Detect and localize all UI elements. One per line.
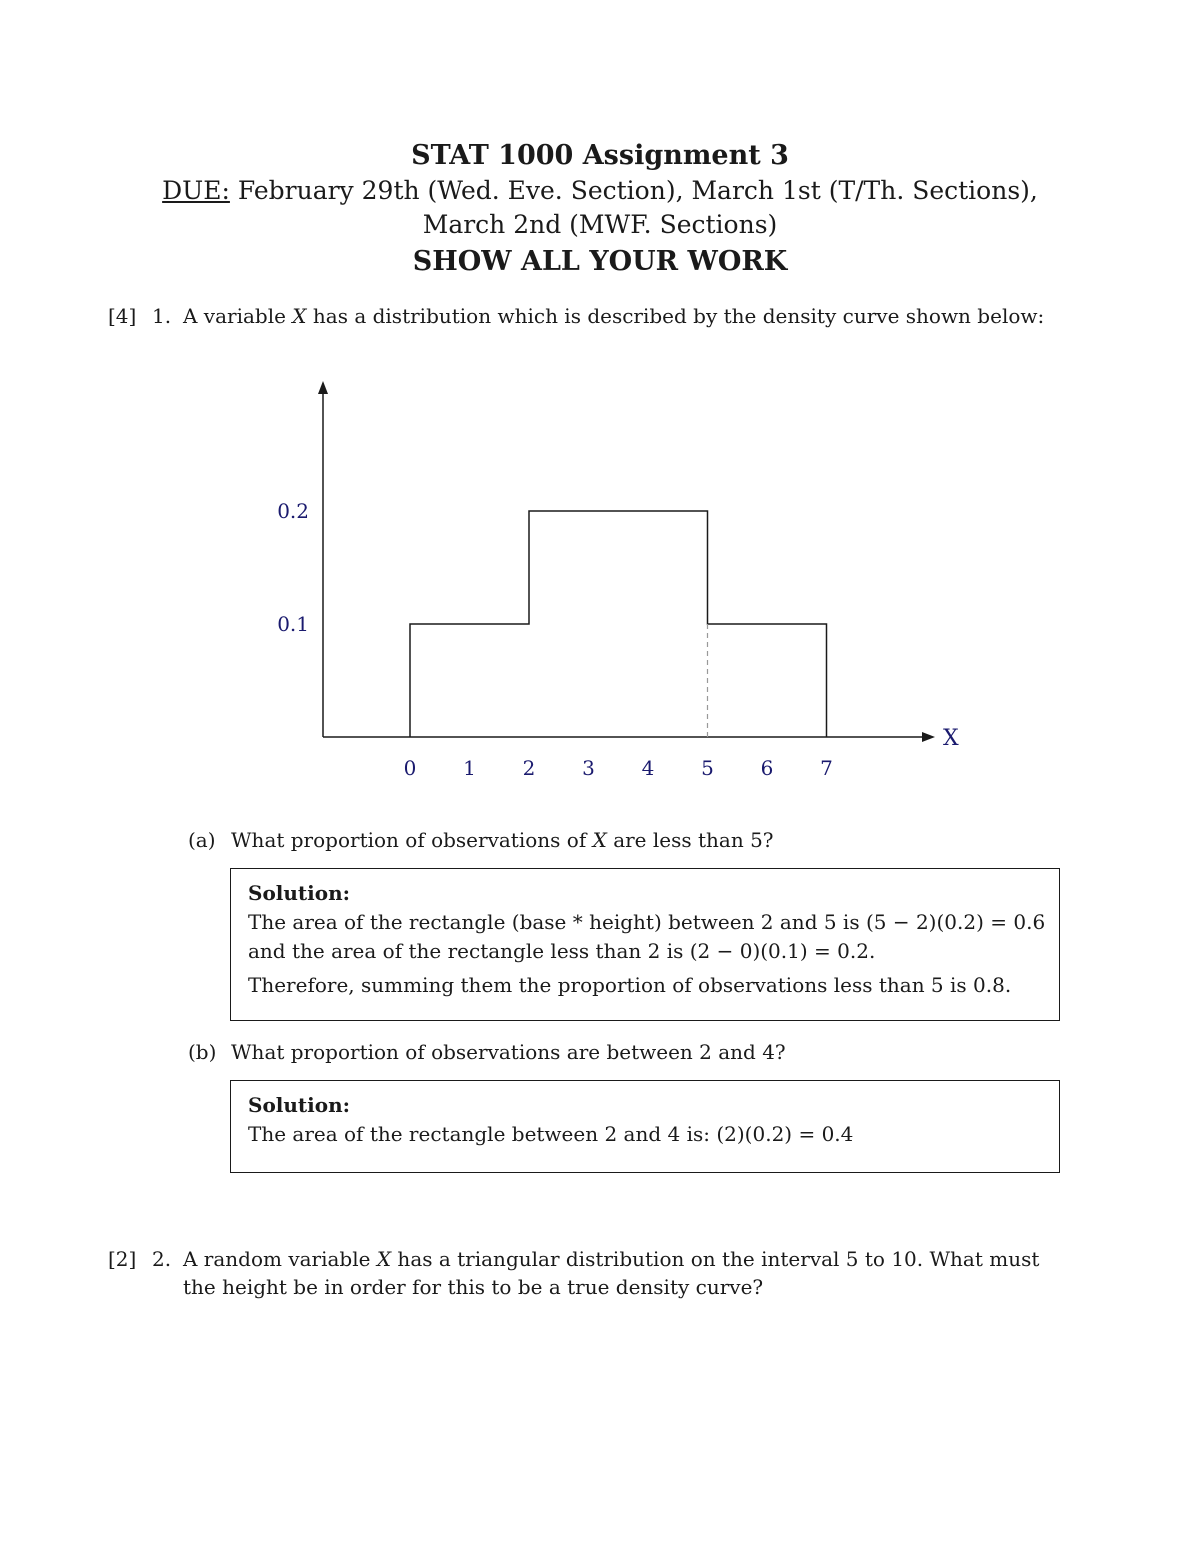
part-a-solution-box — [230, 868, 1060, 1021]
x-tick-label: 5 — [701, 756, 714, 780]
part-b-solution-line: The area of the rectangle between 2 and 4 is: (2)(0.2) = 0.4 — [248, 1122, 854, 1146]
due-dates-1: February 29th (Wed. Eve. Section), March 1st (T/Th. Sections), — [237, 176, 1038, 205]
x-tick-label: 1 — [463, 756, 476, 780]
part-a-label: (a) — [188, 828, 216, 852]
question-2-number: 2. — [152, 1247, 172, 1271]
part-a-var: X — [592, 828, 607, 852]
due-label: DUE: — [162, 176, 230, 205]
x-tick-label: 0 — [403, 756, 417, 780]
part-b-question: What proportion of observations are between 2 and 4? — [231, 1040, 786, 1064]
part-a-text-pre: What proportion of observations of — [231, 828, 593, 852]
part-b — [188, 1038, 888, 1068]
part-b-label: (b) — [188, 1040, 217, 1064]
question-1-var: X — [292, 304, 307, 328]
part-a-solution-title: Solution: — [248, 881, 351, 905]
question-1-text-pre: A variable — [183, 304, 293, 328]
part-a-solution-line: and the area of the rectangle less than 2 is (2 − 0)(0.1) = 0.2. — [248, 939, 876, 963]
question-2-text-post: has a triangular distribution on the interval 5 to 10. What must the height be in order for this to be a true density curve? — [183, 1247, 1040, 1299]
part-b-solution-box — [230, 1080, 1060, 1173]
question-2-var: X — [376, 1247, 392, 1271]
x-tick-label: 4 — [641, 756, 655, 780]
x-axis-label: X — [943, 726, 959, 751]
question-2-marks: [2] — [108, 1247, 137, 1271]
density-step-curve — [410, 511, 827, 737]
show-work-heading: SHOW ALL YOUR WORK — [412, 246, 788, 277]
question-1-marks: [4] — [108, 304, 137, 328]
part-a-solution-line: Therefore, summing them the proportion of observations less than 5 is 0.8. — [248, 973, 1012, 997]
question-2 — [108, 1245, 1068, 1305]
x-tick-label: 2 — [522, 756, 536, 780]
part-a-solution-line: The area of the rectangle (base * height) between 2 and 5 is (5 − 2)(0.2) = 0.6 — [248, 910, 1046, 934]
assignment-title: STAT 1000 Assignment 3 — [411, 140, 789, 171]
y-tick-label: 0.1 — [277, 612, 309, 636]
part-b-solution-title: Solution: — [248, 1093, 351, 1117]
part-a-text-post: are less than 5? — [606, 828, 774, 852]
x-tick-label: 3 — [582, 756, 595, 780]
part-a — [188, 826, 888, 856]
x-axis-arrow-icon — [922, 732, 935, 742]
question-2-text — [183, 1245, 1063, 1301]
y-tick-label: 0.2 — [277, 499, 309, 523]
question-1-text-post: has a distribution which is described by the density curve shown below: — [306, 304, 1045, 328]
part-a-question — [231, 826, 774, 854]
x-tick-label: 6 — [760, 756, 774, 780]
x-tick-label: 7 — [820, 756, 833, 780]
question-1-number: 1. — [152, 304, 172, 328]
question-2-text-pre: A random variable — [183, 1247, 377, 1271]
due-line-2: March 2nd (MWF. Sections) — [422, 210, 778, 239]
y-axis-arrow-icon — [318, 381, 328, 394]
